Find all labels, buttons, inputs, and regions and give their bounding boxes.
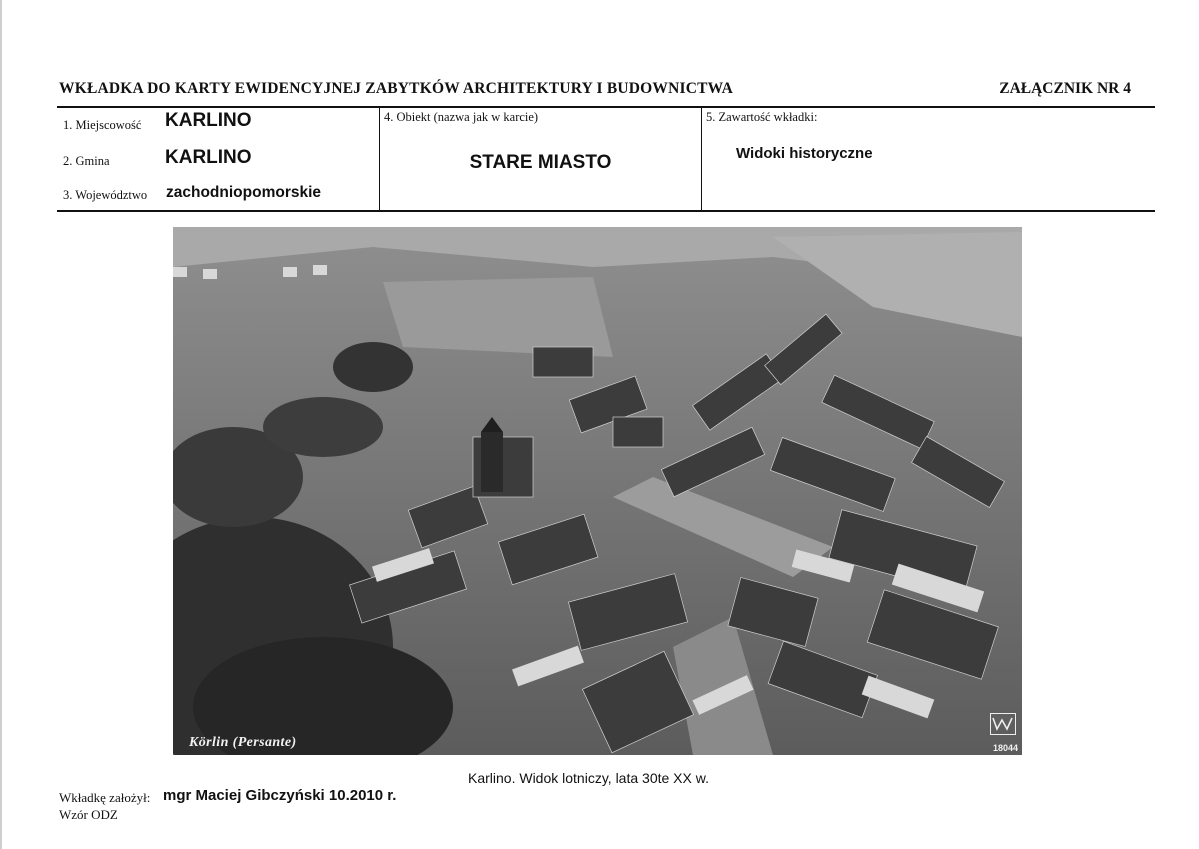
form-model: Wzór ODZ: [59, 807, 118, 822]
photo-number: 18044: [992, 743, 1018, 753]
location-column: [57, 108, 380, 210]
content-label: 5. Zawartość wkładki:: [706, 110, 818, 124]
voivodeship-value: zachodniopomorskie: [166, 184, 322, 201]
photo-inscription: Körlin (Persante): [189, 735, 297, 750]
founder-value: mgr Maciej Gibczyński 10.2010 r.: [163, 787, 397, 804]
object-label: 4. Obiekt (nazwa jak w karcie): [384, 110, 539, 124]
voivodeship-label: 3. Województwo: [63, 188, 148, 202]
publisher-logo-icon: [990, 713, 1016, 735]
form-table: [57, 106, 1155, 212]
locality-label: 1. Miejscowość: [63, 118, 142, 132]
aerial-photo-illustration: [173, 227, 1022, 755]
locality-value: KARLINO: [165, 110, 252, 131]
content-value: Widoki historyczne: [736, 145, 873, 162]
founder-label: Wkładkę założył:: [59, 790, 151, 805]
document-title: WKŁADKA DO KARTY EWIDENCYJNEJ ZABYTKÓW ARCHITEKTURY I BUDOWNICTWA: [59, 80, 734, 97]
content-column: [702, 108, 1155, 210]
aerial-photo: [173, 227, 1022, 755]
object-column: [380, 108, 702, 210]
photo-caption: Karlino. Widok lotniczy, lata 30te XX w.: [468, 770, 709, 786]
commune-value: KARLINO: [165, 147, 252, 168]
annex-number: ZAŁĄCZNIK NR 4: [999, 80, 1131, 97]
commune-label: 2. Gmina: [63, 154, 110, 168]
church-tower-shape: [481, 432, 503, 492]
object-value: STARE MIASTO: [469, 152, 612, 173]
